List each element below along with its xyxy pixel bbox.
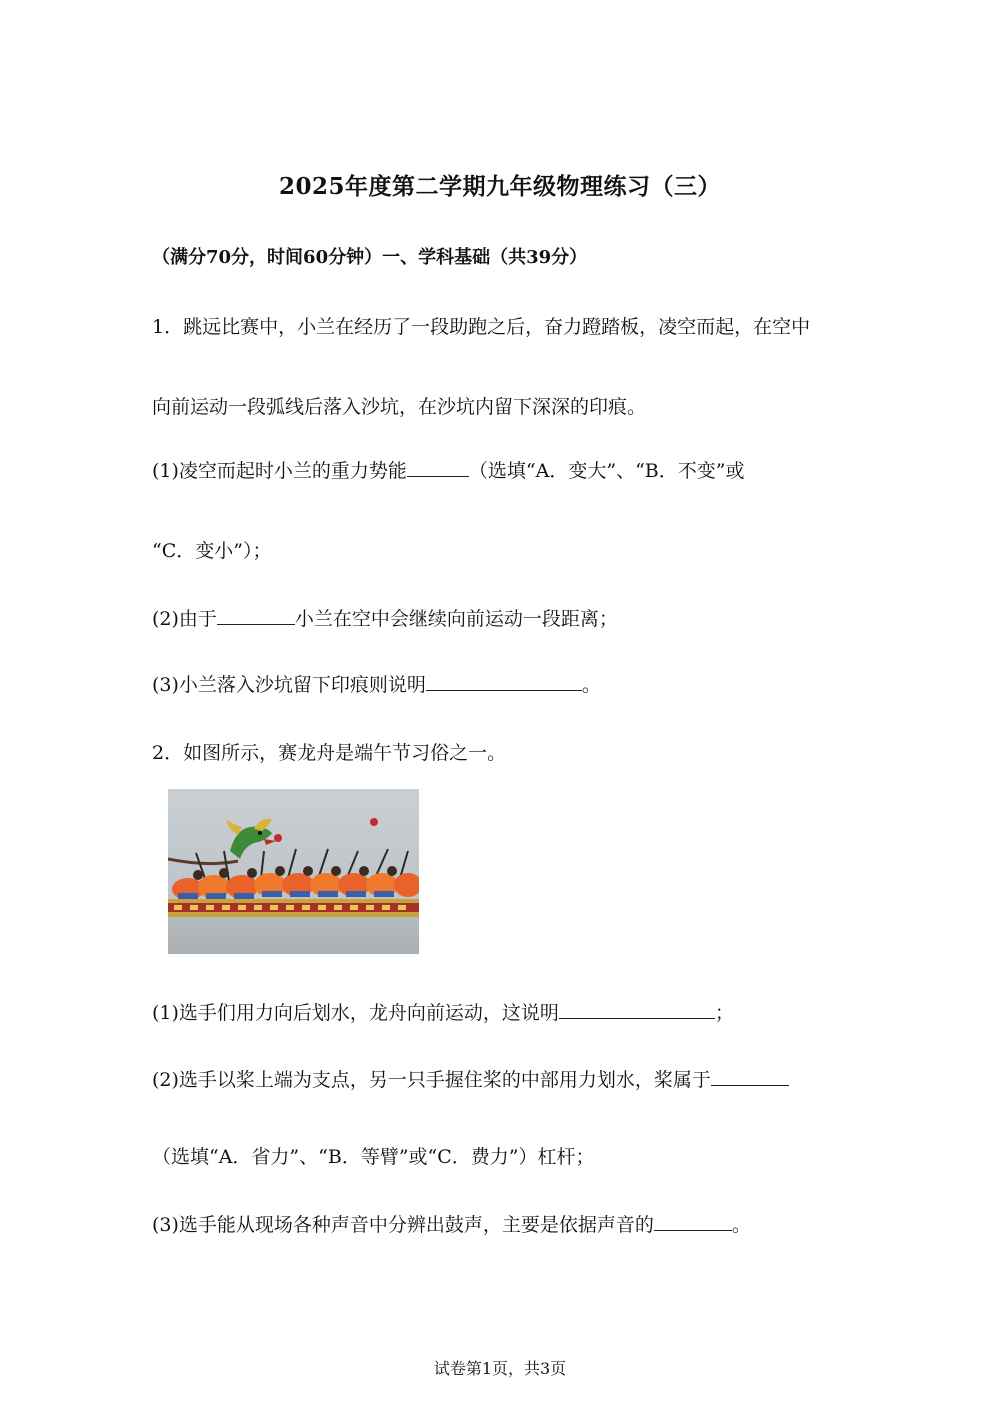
q2-stem: 2．如图所示，赛龙舟是端午节习俗之一。 [152, 742, 507, 764]
q1-part3-suffix: 。 [581, 674, 601, 696]
q1-part2-blank[interactable] [217, 606, 295, 625]
q1-stem-line1: 1．跳远比赛中，小兰在经历了一段助跑之后，奋力蹬踏板，凌空而起，在空中 [152, 316, 811, 338]
q2-part2-line2: （选填“A．省力”、“B．等臂”或“C．费力”）杠杆； [152, 1146, 595, 1168]
q1-part1-prefix: (1)凌空而起时小兰的重力势能 [152, 460, 407, 482]
q2-part2-blank[interactable] [711, 1067, 789, 1086]
buoy [274, 834, 282, 842]
q1-part3-prefix: (3)小兰落入沙坑留下印痕则说明 [152, 674, 426, 696]
q1-part3-blank[interactable] [426, 672, 582, 691]
q2-part3-prefix: (3)选手能从现场各种声音中分辨出鼓声，主要是依据声音的 [152, 1214, 654, 1236]
q1-stem-line2: 向前运动一段弧线后落入沙坑，在沙坑内留下深深的印痕。 [152, 396, 647, 418]
q2-part1-prefix: (1)选手们用力向后划水，龙舟向前运动，这说明 [152, 1002, 559, 1024]
q1-part1 [152, 456, 744, 483]
q2-part1 [152, 998, 734, 1025]
q2-part2 [152, 1065, 789, 1092]
q1-part3 [152, 670, 601, 697]
buoy [370, 818, 378, 826]
q1-part1-blank[interactable] [407, 458, 469, 477]
q1-part2-prefix: (2)由于 [152, 608, 217, 630]
q2-part2-prefix: (2)选手以桨上端为支点，另一只手握住桨的中部用力划水，桨属于 [152, 1069, 711, 1091]
boat-hull [168, 899, 419, 917]
q2-part3-blank[interactable] [654, 1212, 732, 1231]
q1-part1-suffix: （选填“A．变大”、“B．不变”或 [468, 460, 745, 482]
q2-part3 [152, 1210, 751, 1237]
dragon-boat-photo [168, 789, 419, 954]
q1-part1-line2: “C．变小”）； [152, 540, 272, 562]
q1-part2-suffix: 小兰在空中会继续向前运动一段距离； [294, 608, 618, 630]
q2-part1-suffix: ； [714, 1002, 734, 1024]
q1-part2 [152, 604, 618, 631]
q2-part1-blank[interactable] [559, 1000, 715, 1019]
page-footer: 试卷第1页，共3页 [433, 1359, 567, 1378]
q2-part3-suffix: 。 [731, 1214, 751, 1236]
dragon-boat-illustration [168, 789, 419, 954]
exam-title: 2025年度第二学期九年级物理练习（三） [278, 173, 721, 200]
exam-subtitle: （满分70分，时间60分钟）一、学科基础（共39分） [152, 247, 588, 268]
